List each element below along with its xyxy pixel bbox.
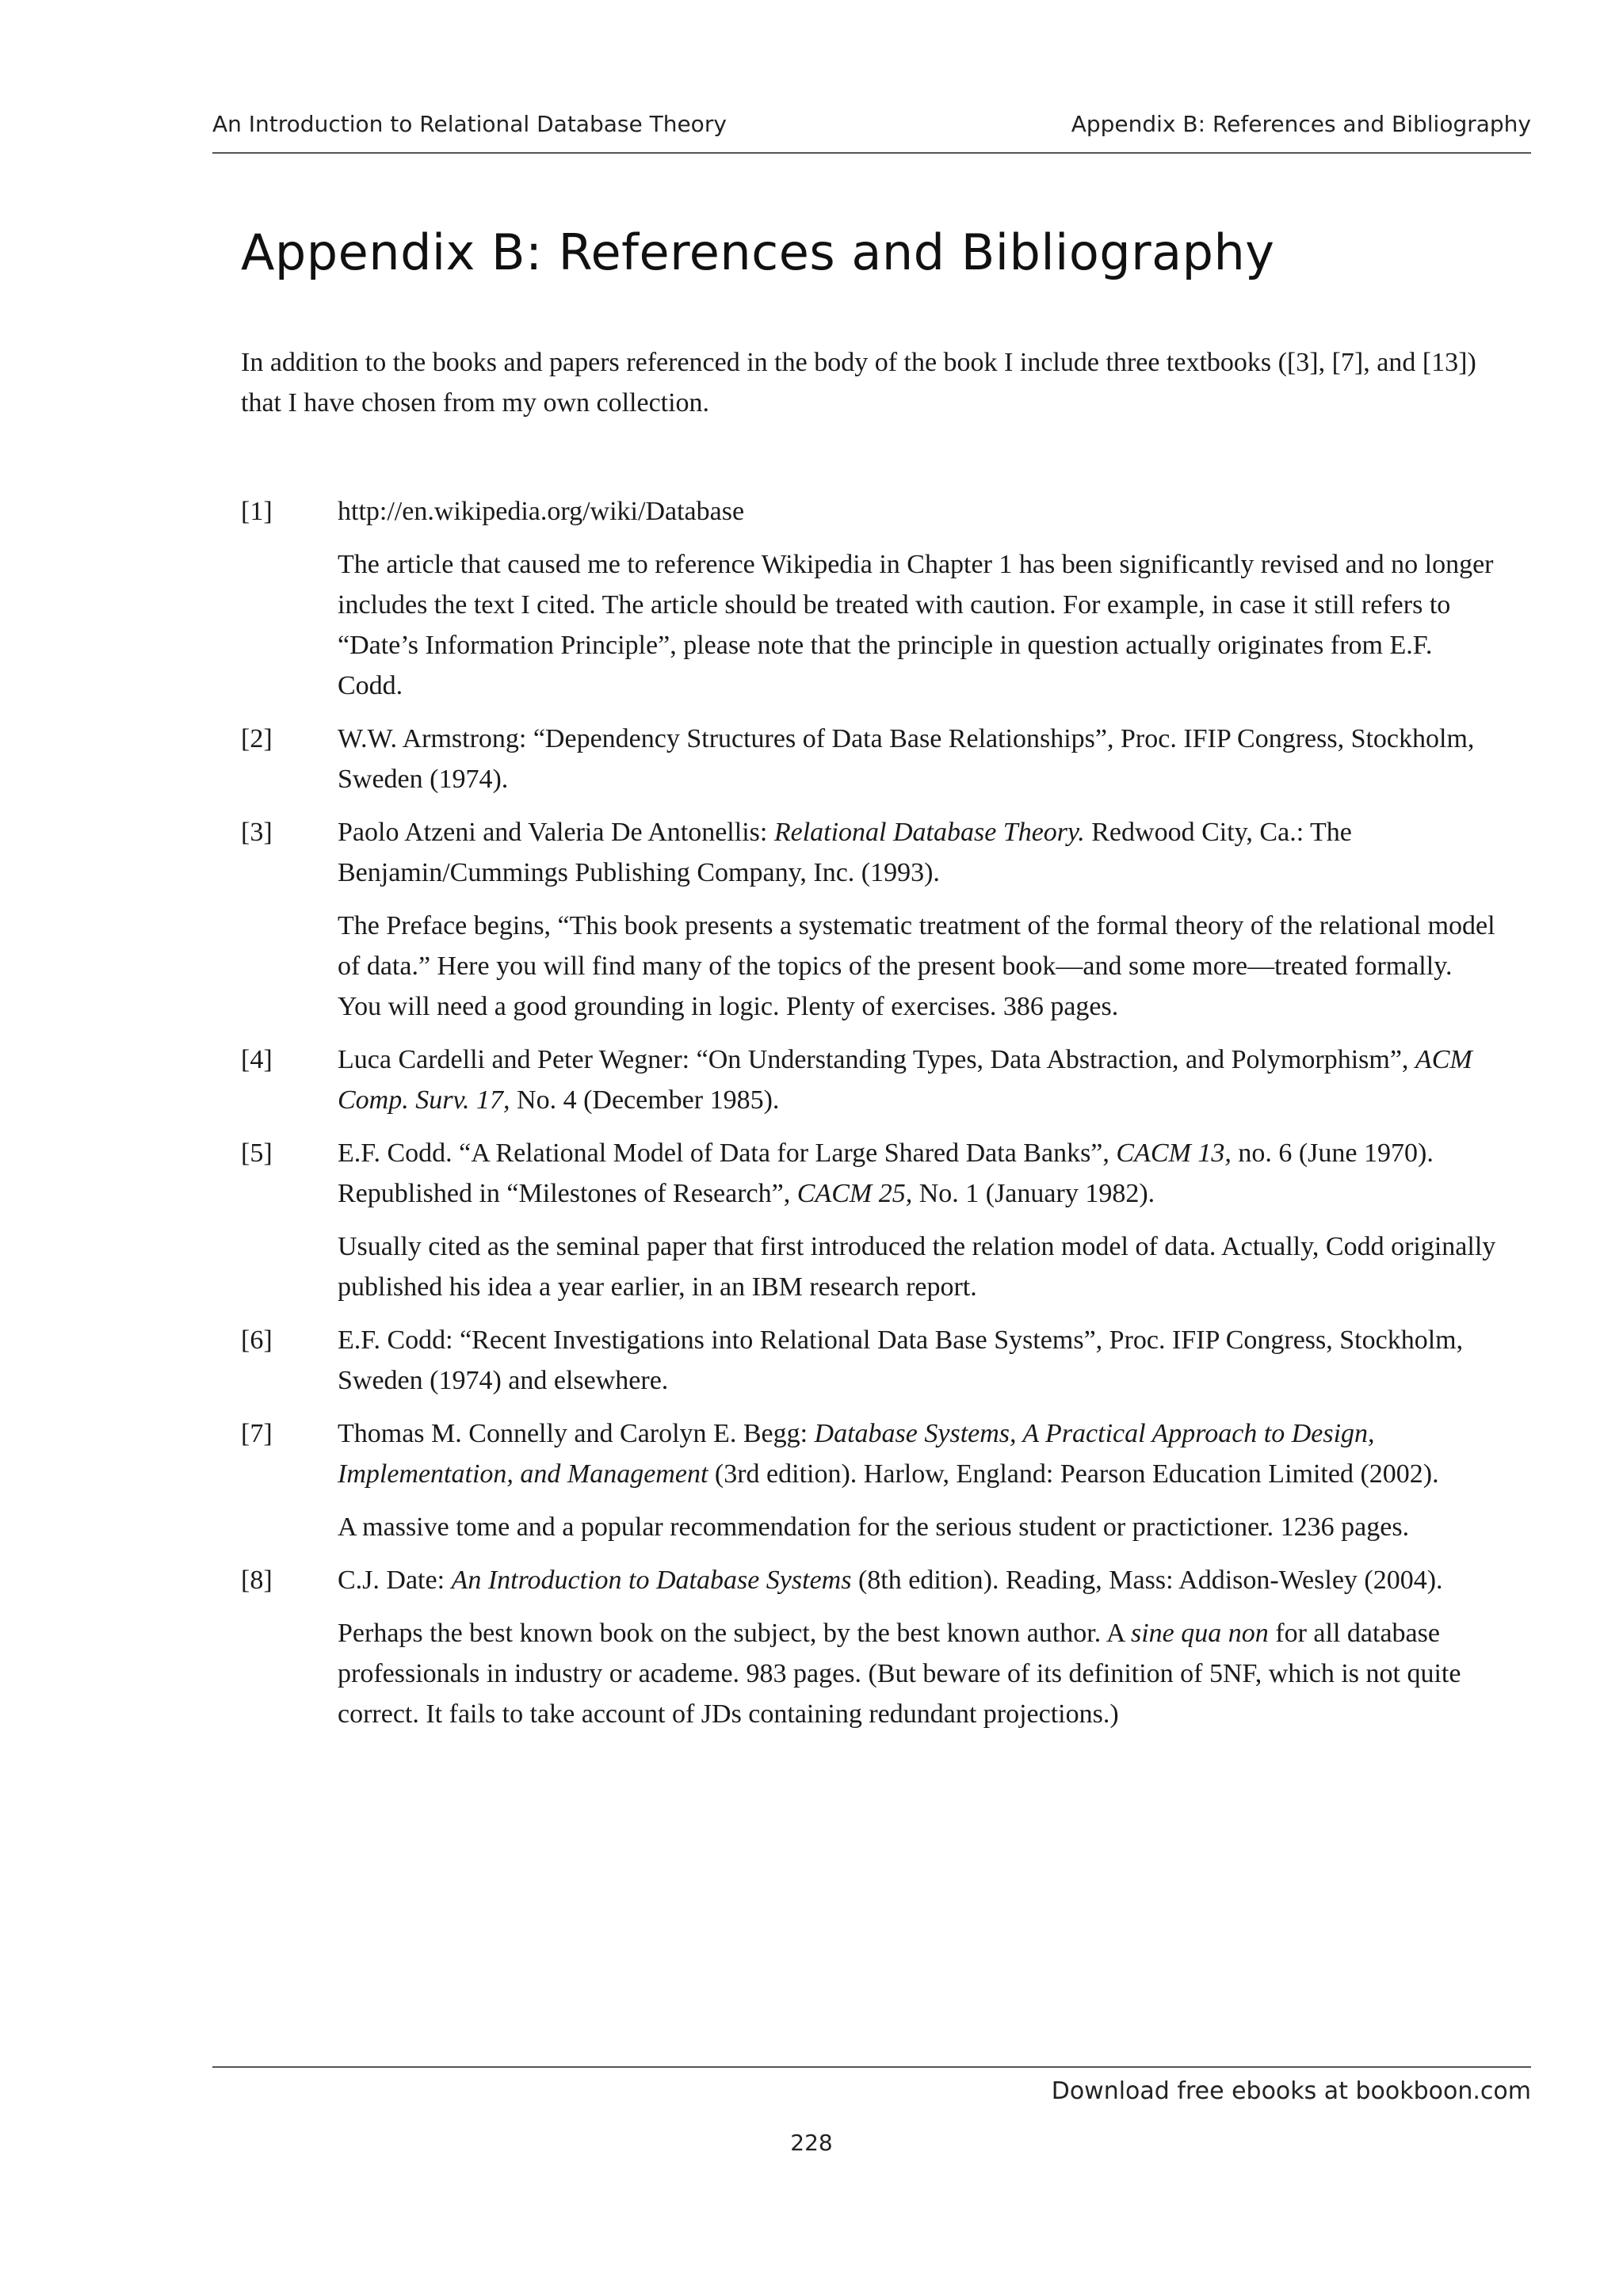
text-run: for all database professionals in industry or academe. 983 pages. (But beware of its definition of 5NF, which is not quite correct. It fails to take account of JDs containing redundant projections.) xyxy=(338,1619,1461,1729)
reference-item xyxy=(241,1133,1501,1307)
italic-title-text: sine qua non xyxy=(1131,1619,1269,1648)
reference-number: [8] xyxy=(241,1566,273,1595)
running-header xyxy=(212,111,1531,154)
header-section-title: Appendix B: References and Bibliography xyxy=(1071,111,1531,137)
reference-citation xyxy=(338,1413,1501,1494)
reference-number: [7] xyxy=(241,1419,273,1448)
reference-number: [4] xyxy=(241,1045,273,1074)
reference-item xyxy=(241,1560,1501,1734)
reference-item xyxy=(241,812,1501,1027)
text-run: C.J. Date: xyxy=(338,1566,452,1595)
italic-title-text: An Introduction to Database Systems xyxy=(451,1566,852,1595)
text-run: (8th edition). Reading, Mass: Addison-Wesley (2004). xyxy=(851,1566,1443,1595)
text-run: No. 4 (December 1985). xyxy=(510,1085,780,1115)
reference-note: A massive tome and a popular recommendation for the serious student or practictioner. 1236 pages. xyxy=(338,1512,1410,1542)
text-run: W.W. Armstrong: “Dependency Structures of Data Base Relationships”, Proc. IFIP Congress, Stockholm, Sweden (1974). xyxy=(338,724,1475,794)
reference-number: [6] xyxy=(241,1325,273,1355)
reference-number: [1] xyxy=(241,497,273,526)
text-run: Thomas M. Connelly and Carolyn E. Begg: xyxy=(338,1419,815,1448)
text-run: Paolo Atzeni and Valeria De Antonellis: xyxy=(338,818,774,847)
text-run: Perhaps the best known book on the subject, by the best known author. A xyxy=(338,1619,1131,1648)
reference-note: The Preface begins, “This book presents a systematic treatment of the formal theory of the relational model of data.” Here you will find many of the topics of the present book—and some more—treated formally. You will need a good grounding in logic. Plenty of exercises. 386 pages. xyxy=(338,911,1495,1021)
page-number: 228 xyxy=(790,2130,833,2156)
reference-item xyxy=(241,719,1501,799)
text-run: no. 6 (June 1970). Republished in “Milestones of Research”, xyxy=(338,1138,1434,1208)
intro-paragraph: In addition to the books and papers referenced in the body of the book I include three textbooks ([3], [7], and [13]) that I have chosen from my own collection. xyxy=(241,348,1476,418)
reference-number: [3] xyxy=(241,818,273,847)
italic-title-text: Database Systems, A Practical Approach to Design, Implementation, and Management xyxy=(338,1419,1375,1489)
italic-title-text: CACM 25, xyxy=(796,1179,913,1208)
reference-note: Usually cited as the seminal paper that first introduced the relation model of data. Actually, Codd originally published his idea a year earlier, in an IBM research report. xyxy=(338,1232,1496,1302)
text-run: E.F. Codd: “Recent Investigations into Relational Data Base Systems”, Proc. IFIP Congress, Stockholm, Sweden (1974) and elsewhere. xyxy=(338,1325,1464,1395)
reference-citation[interactable] xyxy=(338,491,1501,532)
reference-citation xyxy=(338,1320,1501,1401)
reference-item xyxy=(241,1039,1501,1120)
reference-citation xyxy=(338,812,1501,893)
reference-list xyxy=(241,491,1501,1747)
footer-download-link[interactable]: Download free ebooks at bookboon.com xyxy=(1051,2077,1531,2105)
text-run: (3rd edition). Harlow, England: Pearson Education Limited (2002). xyxy=(708,1459,1439,1489)
text-run: Luca Cardelli and Peter Wegner: “On Understanding Types, Data Abstraction, and Polymorphism”, xyxy=(338,1045,1415,1074)
reference-item xyxy=(241,1320,1501,1401)
reference-item xyxy=(241,1413,1501,1547)
text-run: http://en.wikipedia.org/wiki/Database xyxy=(338,497,745,526)
reference-item xyxy=(241,491,1501,706)
reference-citation xyxy=(338,1039,1501,1120)
italic-title-text: Relational Database Theory. xyxy=(773,818,1085,847)
text-run: No. 1 (January 1982). xyxy=(912,1179,1155,1208)
reference-number: [2] xyxy=(241,724,273,753)
italic-title-text: CACM 13, xyxy=(1116,1138,1232,1168)
reference-note xyxy=(338,1613,1501,1734)
reference-note: The article that caused me to reference Wikipedia in Chapter 1 has been significantly revised and no longer includes the text I cited. The article should be treated with caution. For example, in case it still refers to “Date’s Information Principle”, please note that the principle in question actually originates from E.F. Codd. xyxy=(338,550,1494,700)
italic-title-text: ACM Comp. Surv. 17, xyxy=(338,1045,1472,1115)
footer-divider xyxy=(212,2066,1531,2068)
text-run: E.F. Codd. “A Relational Model of Data for Large Shared Data Banks”, xyxy=(338,1138,1117,1168)
page-title: Appendix B: References and Bibliography xyxy=(241,223,1275,281)
reference-citation xyxy=(338,1560,1501,1600)
text-run: Redwood City, Ca.: The Benjamin/Cummings Publishing Company, Inc. (1993). xyxy=(338,818,1352,887)
reference-number: [5] xyxy=(241,1138,273,1168)
reference-citation xyxy=(338,1133,1501,1214)
reference-citation xyxy=(338,719,1501,799)
header-book-title: An Introduction to Relational Database Theory xyxy=(212,111,727,137)
